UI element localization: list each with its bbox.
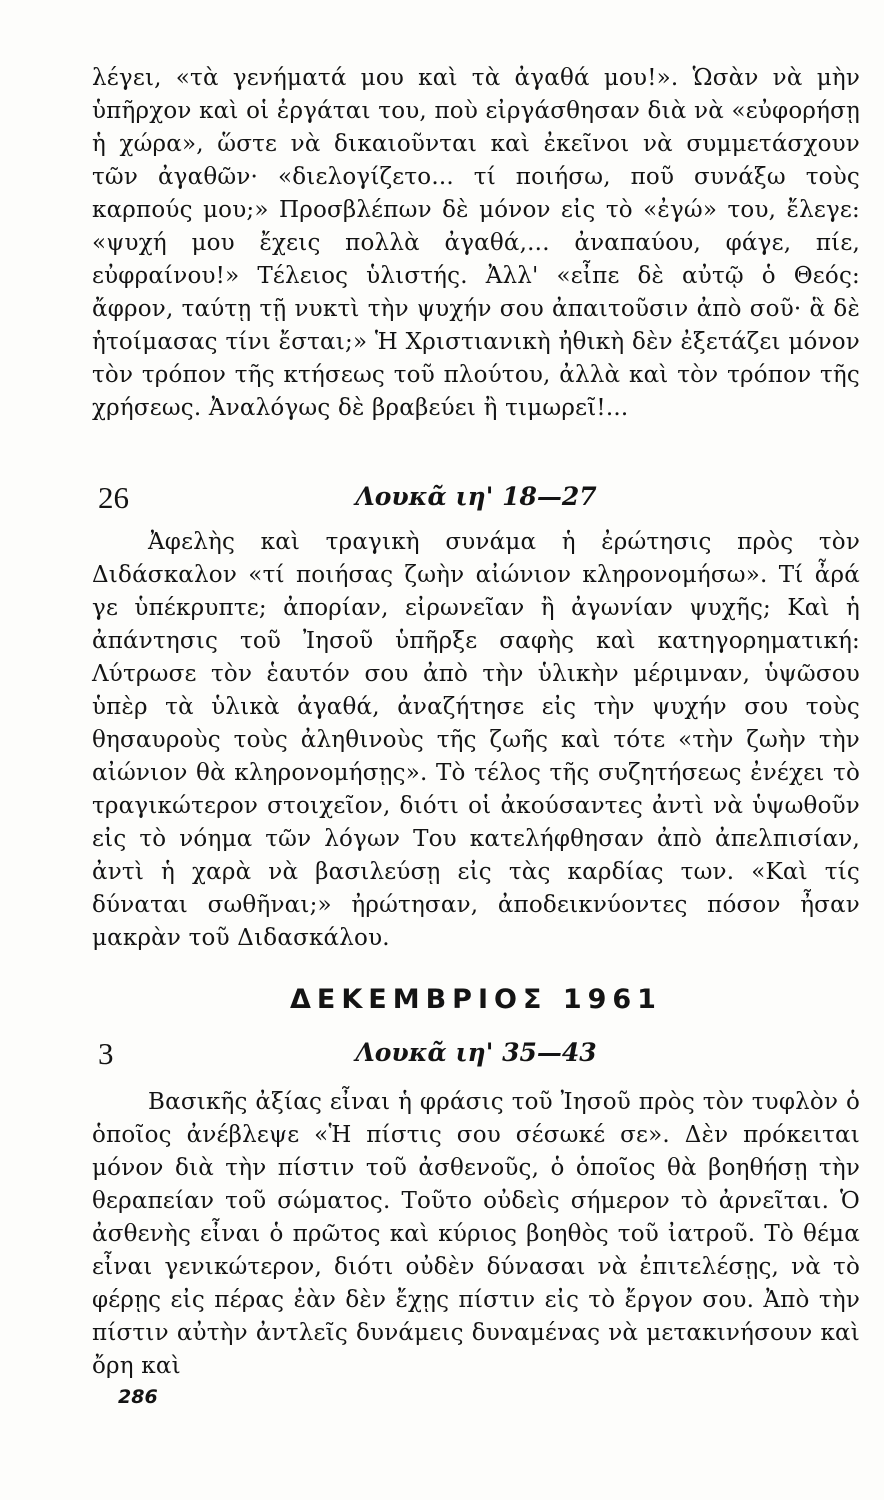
page-number: 286 <box>118 1386 158 1408</box>
scripture-reference: Λουκᾶ ιη' 35—43 <box>355 1038 597 1067</box>
continuation-paragraph: λέγει, «τὰ γενήματά μου καὶ τὰ ἀγαθά μου!». Ὡσὰν νὰ μὴν ὑπῆρχον καὶ οἱ ἐργάται του, ποὺ εἰργάσθησαν διὰ νὰ «εὐφορήσῃ ἡ χώρα», ὥστε νὰ δικαιοῦνται καὶ ἐκεῖνοι νὰ συμμετάσχουν τῶν ἀγαθῶν· «διελογίζετο... τί ποιήσω, ποῦ συνάξω τοὺς καρπούς μου;» Προσβλέπων δὲ μόνον εἰς τὸ «ἐγώ» του, ἔλεγε: «ψυχή μου ἔχεις πολλὰ ἀγαθά,... ἀναπαύου, φάγε, πίε, εὐφραίνου!» Τέλειος ὑλιστής. Ἀλλ' «εἶπε δὲ αὐτῷ ὁ Θεός: ἄφρον, ταύτῃ τῇ νυκτὶ τὴν ψυχήν σου ἀπαιτοῦσιν ἀπὸ σοῦ· ἃ δὲ ἡτοίμασας τίνι ἔσται;» Ἡ Χριστιανικὴ ἠθικὴ δὲν ἐξετάζει μόνον τὸν τρόπον τῆς κτήσεως τοῦ πλούτου, ἀλλὰ καὶ τὸν τρόπον τῆς χρήσεως. Ἀναλόγως δὲ βραβεύει ἢ τιμωρεῖ!... <box>92 65 860 421</box>
entry-paragraph: Ἀφελὴς καὶ τραγικὴ συνάμα ἡ ἐρώτησις πρὸς τὸν Διδάσκαλον «τί ποιήσας ζωὴν αἰώνιον κληρονομήσω». Τί ἆρά γε ὑπέκρυπτε; ἀπορίαν, εἰρωνεῖαν ἢ ἀγωνίαν ψυχῆς; Καὶ ἡ ἀπάντησις τοῦ Ἰησοῦ ὑπῆρξε σαφὴς καὶ κατηγορηματική: Λύτρωσε τὸν ἑαυτόν σου ἀπὸ τὴν ὑλικὴν μέριμναν, ὑψῶσου ὑπὲρ τὰ ὑλικὰ ἀγαθά, ἀναζήτησε εἰς τὴν ψυχήν σου τοὺς θησαυροὺς τοὺς ἀληθινοὺς τῆς ζωῆς καὶ τότε «τὴν ζωὴν τὴν αἰώνιον θὰ κληρονομήσῃς». Τὸ τέλος τῆς συζητήσεως ἐνέχει τὸ τραγικώτερον στοιχεῖον, διότι οἱ ἀκούσαντες ἀντὶ νὰ ὑψωθοῦν εἰς τὸ νόημα τῶν λόγων Του κατελήφθησαν ἀπὸ ἀπελπισίαν, ἀντὶ ἡ χαρὰ νὰ βασιλεύσῃ εἰς τὰς καρδίας των. «Καὶ τίς δύναται σωθῆναι;» ἠρώτησαν, ἀποδεικνύοντες πόσον ἦσαν μακρὰν τοῦ Διδασκάλου. <box>92 529 860 951</box>
entry-3-body <box>92 1086 860 1383</box>
continuation-block <box>92 62 860 425</box>
entry-3-header <box>92 1036 860 1076</box>
scripture-reference: Λουκᾶ ιη' 18—27 <box>355 482 597 511</box>
entry-paragraph: Βασικῆς ἀξίας εἶναι ἡ φράσις τοῦ Ἰησοῦ πρὸς τὸν τυφλὸν ὁ ὁποῖος ἀνέβλεψε «Ἡ πίστις σου σέσωκέ σε». Δὲν πρόκειται μόνον διὰ τὴν πίστιν τοῦ ἀσθενοῦς, ὁ ὁποῖος θὰ βοηθήσῃ τὴν θεραπείαν τοῦ σώματος. Τοῦτο οὐδεὶς σήμερον τὸ ἀρνεῖται. Ὁ ἀσθενὴς εἶναι ὁ πρῶτος καὶ κύριος βοηθὸς τοῦ ἰατροῦ. Τὸ θέμα εἶναι γενικώτερον, διότι οὐδὲν δύνασαι νὰ ἐπιτελέσῃς, νὰ τὸ φέρῃς εἰς πέρας ἐὰν δὲν ἔχῃς πίστιν εἰς τὸ ἔργον σου. Ἀπὸ τὴν πίστιν αὐτὴν ἀντλεῖς δυνάμεις δυναμένας νὰ μετακινήσουν καὶ ὄρη καὶ <box>92 1089 860 1379</box>
month-heading: ΔΕΚΕΜΒΡΙΟΣ 1961 <box>290 984 662 1015</box>
entry-number: 3 <box>98 1036 114 1071</box>
entry-26-body <box>92 526 860 955</box>
entry-number: 26 <box>98 480 129 515</box>
entry-26-header <box>92 480 860 520</box>
